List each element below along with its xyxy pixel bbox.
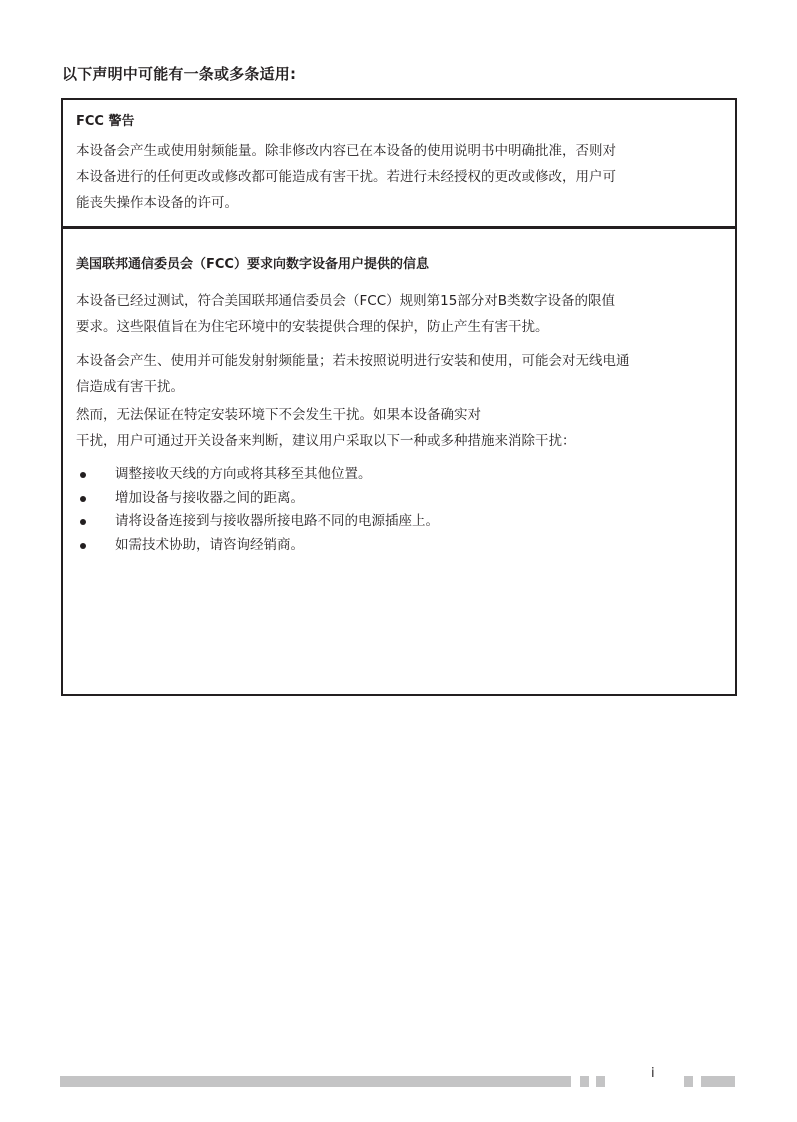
remedy-list (76, 463, 731, 557)
footer-bar-block (596, 1076, 605, 1087)
compliance-paragraph (76, 288, 731, 340)
fcc-info-content (76, 255, 731, 557)
list-item-text: 请将设备连接到与接收器所接电路不同的电源插座上。 (115, 513, 439, 529)
bullet-icon (80, 496, 86, 502)
intro-heading: 以下声明中可能有一条或多条适用: (62, 65, 297, 83)
list-item (76, 510, 731, 534)
text-line: 要求。这些限值旨在为住宅环境中的安装提供合理的保护，防止产生有害干扰。 (76, 319, 549, 335)
footer-bar-long (60, 1076, 571, 1087)
text-line: 干扰，用户可通过开关设备来判断，建议用户采取以下一种或多种措施来消除干扰： (76, 433, 576, 449)
list-item-text: 调整接收天线的方向或将其移至其他位置。 (115, 466, 372, 482)
bullet-icon (80, 472, 86, 478)
list-item-text: 如需技术协助，请咨询经销商。 (115, 536, 304, 553)
bullet-icon (80, 543, 86, 549)
text-line: 本设备会产生、使用并可能发射射频能量；若未按照说明进行安装和使用，可能会对无线电通 (76, 353, 630, 369)
remedy-paragraph (76, 402, 731, 454)
footer-bar-block (580, 1076, 589, 1087)
fcc-info-title: 美国联邦通信委员会（FCC）要求向数字设备用户提供的信息 (76, 257, 429, 272)
interference-paragraph (76, 348, 731, 400)
list-item-text: 增加设备与接收器之间的距离。 (115, 489, 304, 506)
text-line: 然而，无法保证在特定安装环境下不会发生干扰。如果本设备确实对 (76, 407, 481, 423)
text-line: 本设备会产生或使用射频能量。除非修改内容已在本设备的使用说明书中明确批准，否则对 (76, 143, 616, 159)
fcc-info-box (61, 227, 737, 696)
list-item (76, 487, 731, 511)
text-line: 本设备已经过测试，符合美国联邦通信委员会（FCC）规则第15部分对B类数字设备的限值 (76, 293, 616, 309)
list-item (76, 534, 731, 558)
fcc-warning-content (76, 112, 731, 216)
page-number: i (651, 1066, 655, 1081)
footer-bar-end (701, 1076, 735, 1087)
list-item (76, 463, 731, 487)
bullet-icon (80, 519, 86, 525)
text-line: 本设备进行的任何更改或修改都可能造成有害干扰。若进行未经授权的更改或修改，用户可 (76, 169, 616, 185)
text-line: 信造成有害干扰。 (76, 379, 184, 395)
fcc-warning-text (76, 138, 731, 216)
fcc-warning-title: FCC 警告 (76, 114, 135, 129)
text-line: 能丧失操作本设备的许可。 (76, 195, 238, 211)
fcc-warning-box (61, 98, 737, 228)
footer-bar-block (684, 1076, 693, 1087)
